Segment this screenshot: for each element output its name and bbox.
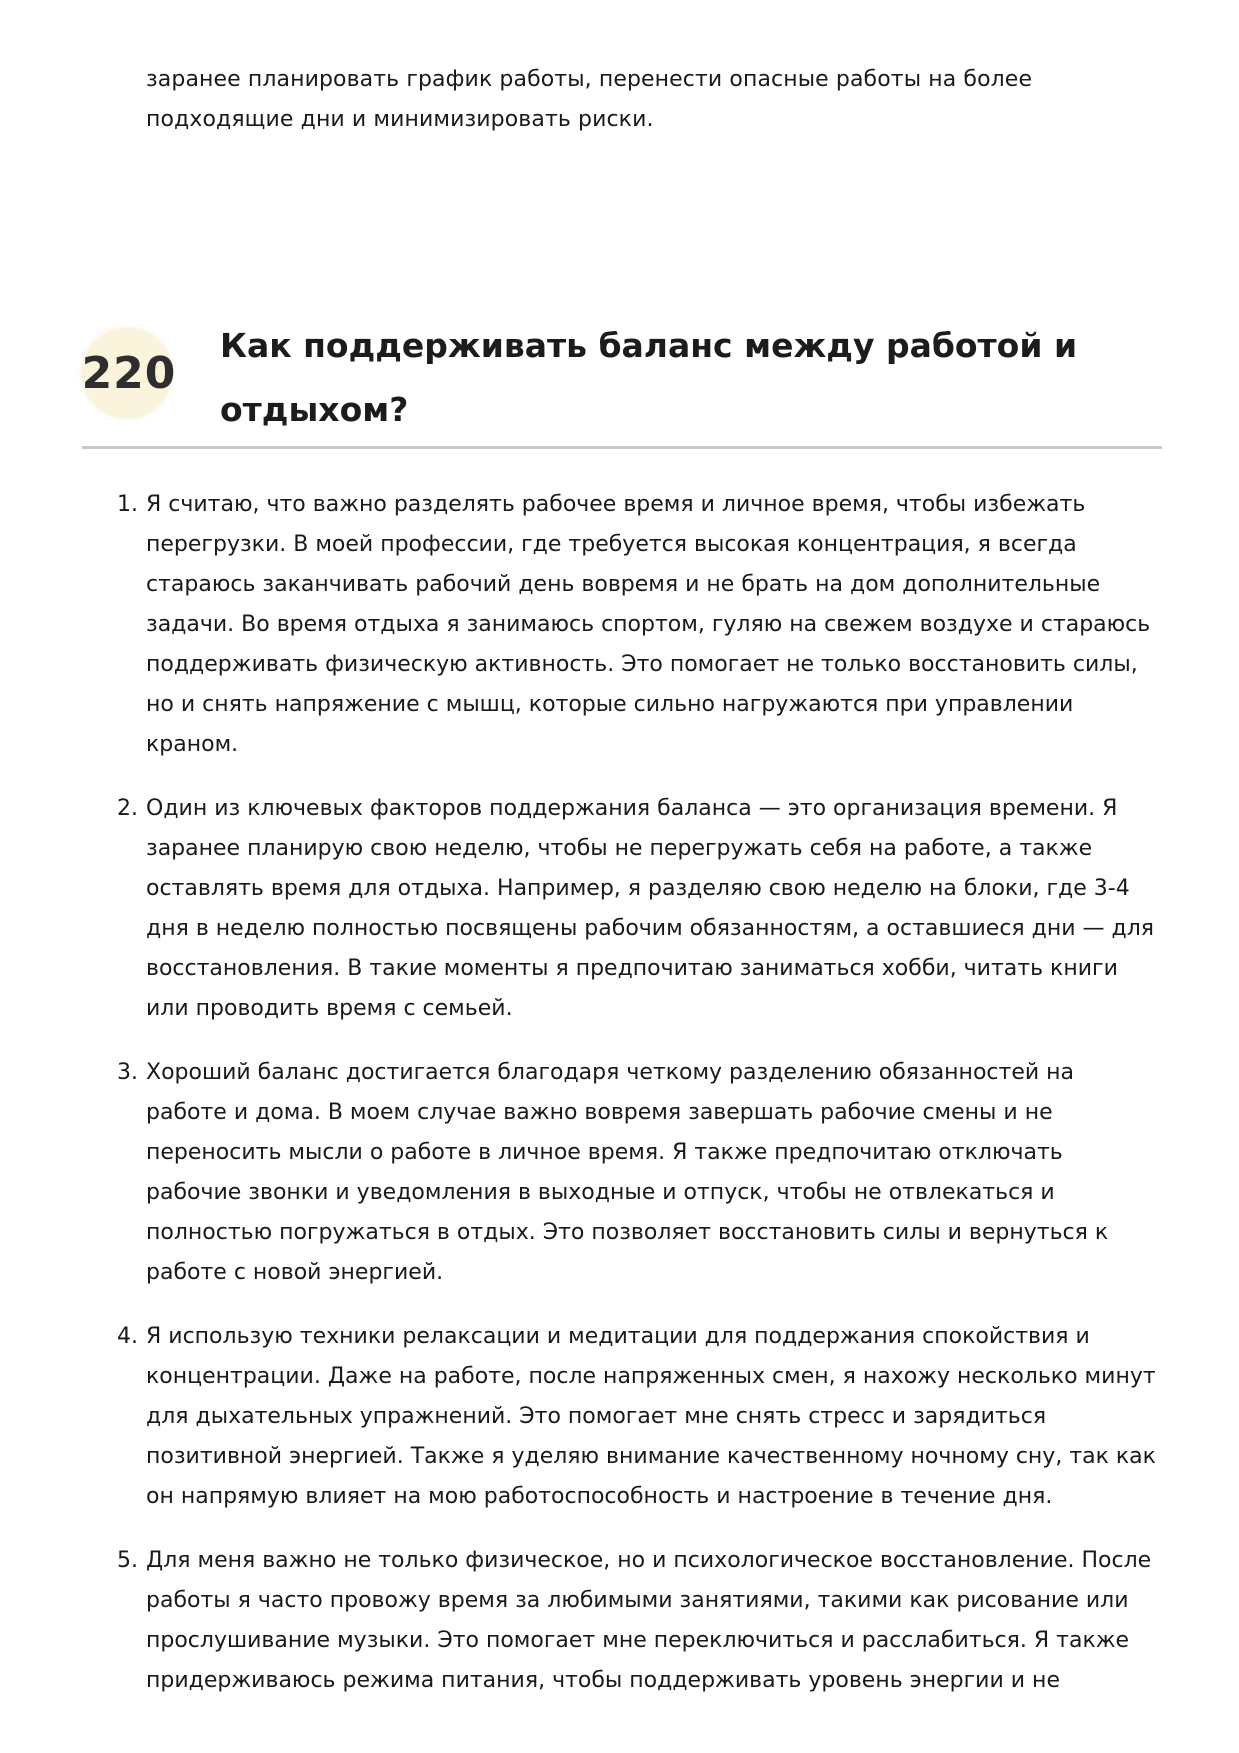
- list-item-number: 1.: [117, 492, 138, 517]
- answer-list: [117, 485, 1158, 1725]
- list-item: [117, 789, 1158, 1029]
- list-item: [117, 1317, 1158, 1517]
- list-item: [117, 485, 1158, 765]
- intro-paragraph: заранее планировать график работы, перенести опасные работы на более подходящие дни и минимизировать риски.: [146, 67, 1033, 132]
- list-item: [117, 1053, 1158, 1293]
- list-item-text: Хороший баланс достигается благодаря четкому разделению обязанностей на работе и дома. В моем случае важно вовремя завершать рабочие смены и не переносить мысли о работе в личное время. Я также предпочитаю отключать рабочие звонки и уведомления в выходные и отпуск, чтобы не отвлекаться и полностью погружаться в отдых. Это позволяет восстановить силы и вернуться к работе с новой энергией.: [146, 1060, 1109, 1285]
- list-item-text: Я считаю, что важно разделять рабочее время и личное время, чтобы избежать перегрузки. В моей профессии, где требуется высокая концентрация, я всегда стараюсь заканчивать рабочий день вовремя и не брать на дом дополнительные задачи. Во время отдыха я занимаюсь спортом, гуляю на свежем воздухе и стараюсь поддерживать физическую активность. Это помогает не только восстановить силы, но и снять напряжение с мышц, которые сильно нагружаются при управлении краном.: [146, 492, 1151, 757]
- list-item-number: 5.: [117, 1548, 138, 1573]
- question-header: [82, 310, 1162, 449]
- list-item-text: Я использую техники релаксации и медитации для поддержания спокойствия и концентрации. Даже на работе, после напряженных смен, я нахожу несколько минут для дыхательных упражнений. Это помогает мне снять стресс и зарядиться позитивной энергией. Также я уделяю внимание качественному ночному сну, так как он напрямую влияет на мою работоспособность и настроение в течение дня.: [146, 1324, 1156, 1509]
- list-item-text: Один из ключевых факторов поддержания баланса — это организация времени. Я заранее планирую свою неделю, чтобы не перегружать себя на работе, а также оставлять время для отдыха. Например, я разделяю свою неделю на блоки, где 3-4 дня в неделю полностью посвящены рабочим обязанностям, а оставшиеся дни — для восстановления. В такие моменты я предпочитаю заниматься хобби, читать книги или проводить время с семьей.: [146, 796, 1155, 1021]
- list-item: [117, 1541, 1158, 1701]
- question-number: 220: [81, 348, 177, 399]
- list-item-number: 4.: [117, 1324, 138, 1349]
- list-item-number: 2.: [117, 796, 138, 821]
- question-title: Как поддерживать баланс между работой и отдыхом?: [220, 326, 1078, 429]
- list-item-text: Для меня важно не только физическое, но и психологическое восстановление. После работы я часто провожу время за любимыми занятиями, такими как рисование или прослушивание музыки. Это помогает мне переключиться и расслабиться. Я также придерживаюсь режима питания, чтобы поддерживать уровень энергии и не: [146, 1548, 1152, 1693]
- list-item-number: 3.: [117, 1060, 138, 1085]
